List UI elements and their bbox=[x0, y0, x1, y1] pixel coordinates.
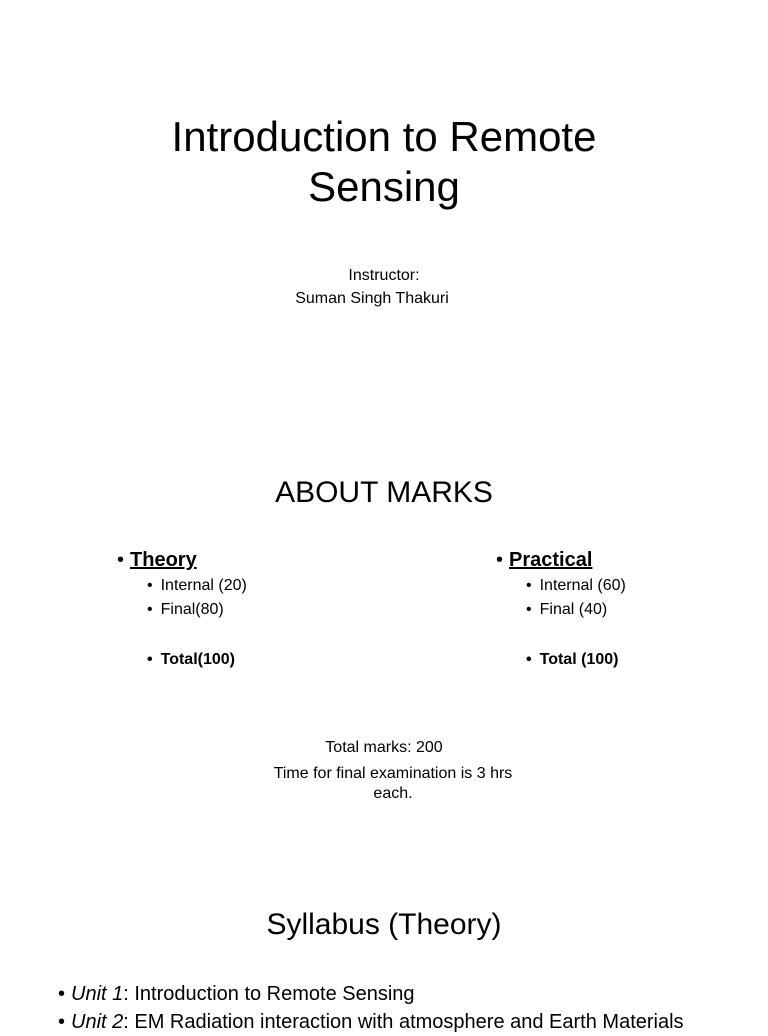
practical-internal: Internal (60) bbox=[539, 577, 626, 594]
presentation-title bbox=[0, 112, 768, 212]
theory-heading-label: Theory bbox=[130, 549, 197, 571]
unit-label: Unit 1 bbox=[71, 983, 124, 1005]
list-item bbox=[526, 648, 626, 672]
unit-text: : EM Radiation interaction with atmosphere and Earth Materials bbox=[123, 1011, 684, 1033]
bullet-icon: • bbox=[526, 577, 532, 594]
unit-text: : Introduction to Remote Sensing bbox=[123, 983, 415, 1005]
theory-column bbox=[117, 546, 247, 672]
slide-title-about-marks: ABOUT MARKS bbox=[275, 476, 493, 509]
practical-final: Final (40) bbox=[539, 601, 608, 618]
bullet-icon: • bbox=[117, 549, 125, 571]
theory-final: Final(80) bbox=[160, 601, 224, 618]
instructor-label: Instructor: bbox=[348, 267, 420, 284]
bullet-icon: • bbox=[147, 651, 153, 668]
list-item bbox=[58, 1008, 684, 1036]
list-item bbox=[526, 598, 626, 622]
unit-label: Unit 2 bbox=[71, 1011, 124, 1033]
title-line-2: Sensing bbox=[308, 163, 460, 210]
bullet-icon: • bbox=[147, 601, 153, 618]
bullet-icon: • bbox=[526, 601, 532, 618]
marks-summary bbox=[0, 738, 768, 804]
slide-syllabus bbox=[0, 864, 768, 1033]
exam-time: Time for final examination is 3 hrs each. bbox=[273, 765, 513, 802]
instructor-name: Suman Singh Thakuri bbox=[295, 290, 449, 307]
bullet-icon: • bbox=[496, 549, 504, 571]
slide-about-marks bbox=[0, 432, 768, 864]
slide-title-syllabus: Syllabus (Theory) bbox=[266, 908, 502, 941]
theory-internal: Internal (20) bbox=[160, 577, 247, 594]
instructor-block bbox=[0, 264, 768, 310]
list-item bbox=[147, 598, 247, 622]
practical-column bbox=[496, 546, 626, 672]
practical-heading bbox=[496, 546, 626, 574]
list-item bbox=[147, 574, 247, 598]
bullet-icon: • bbox=[58, 1011, 66, 1033]
total-marks: Total marks: 200 bbox=[325, 739, 443, 756]
theory-total: Total(100) bbox=[160, 651, 235, 668]
list-item bbox=[526, 574, 626, 598]
bullet-icon: • bbox=[58, 983, 66, 1005]
practical-total: Total (100) bbox=[539, 651, 619, 668]
list-item bbox=[147, 648, 247, 672]
title-line-1: Introduction to Remote bbox=[171, 113, 597, 160]
unit-list bbox=[58, 980, 684, 1036]
bullet-icon: • bbox=[147, 577, 153, 594]
theory-heading bbox=[117, 546, 247, 574]
practical-heading-label: Practical bbox=[509, 549, 593, 571]
list-item bbox=[58, 980, 684, 1008]
bullet-icon: • bbox=[526, 651, 532, 668]
slide-title bbox=[0, 0, 768, 432]
